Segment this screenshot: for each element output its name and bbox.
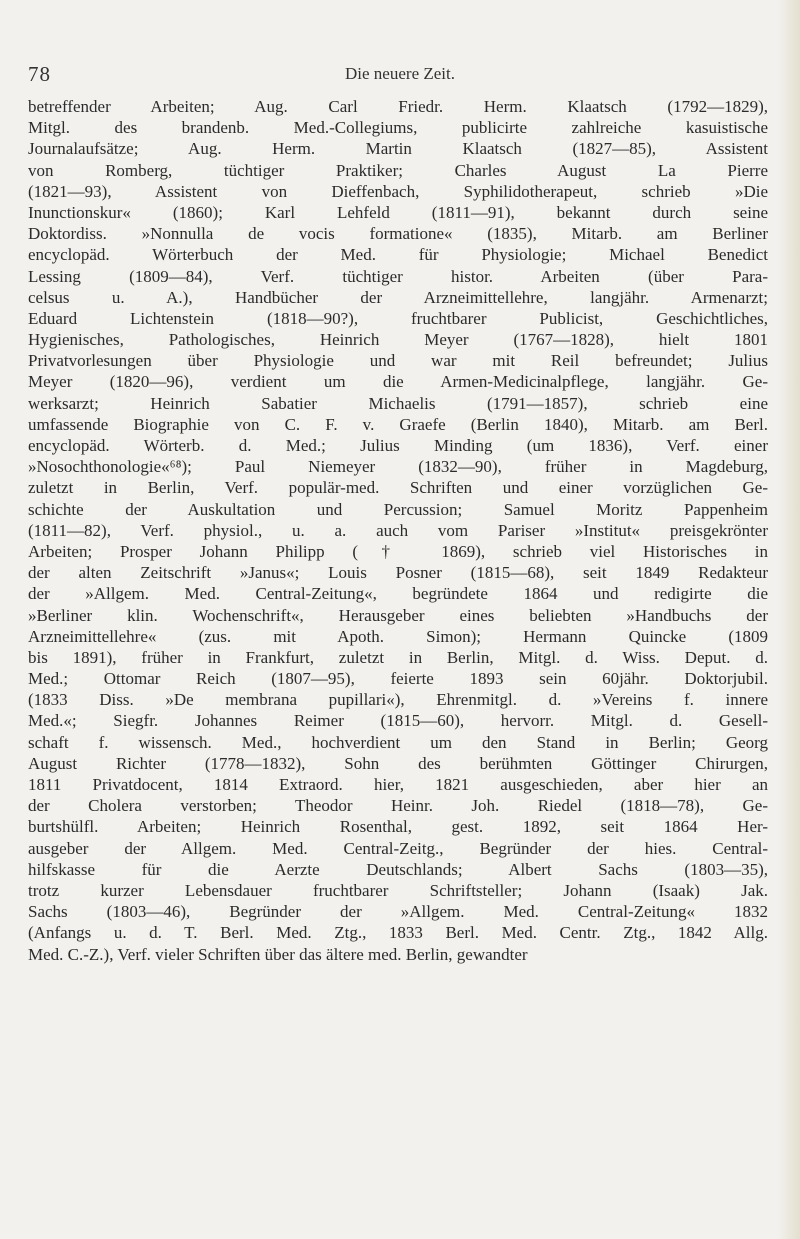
text-line: Privatvorlesungen über Physiologie und war mit Reil befreundet; Julius [28,351,768,371]
text-line: (Anfangs u. d. T. Berl. Med. Ztg., 1833 Berl. Med. Centr. Ztg., 1842 Allg. [28,923,768,943]
text-line: werksarzt; Heinrich Sabatier Michaelis (1791—1857), schrieb eine [28,393,768,413]
text-line: hilfskasse für die Aerzte Deutschlands; Albert Sachs (1803—35), [28,859,768,879]
text-line: Meyer (1820—96), verdient um die Armen-Medicinalpflege, langjähr. Ge- [28,372,768,392]
text-line: encyclopäd. Wörterb. d. Med.; Julius Minding (um 1836), Verf. einer [28,436,768,455]
text-line: Med.«; Siegfr. Johannes Reimer (1815—60), hervorr. Mitgl. d. Gesell- [28,711,768,731]
text-line: »Berliner klin. Wochenschrift«, Herausgeber eines beliebten »Handbuchs der [28,605,768,625]
text-line: Med.; Ottomar Reich (1807—95), feierte 1893 sein 60jähr. Doktorjubil. [28,669,768,689]
text-line: Arzneimittellehre« (zus. mit Apoth. Simon); Hermann Quincke (1809 [28,626,768,646]
text-line: Journalaufsätze; Aug. Herm. Martin Klaatsch (1827—85), Assistent [28,139,768,159]
text-line: 1811 Privatdocent, 1814 Extraord. hier, 1821 ausgeschieden, aber hier an [28,775,768,794]
text-line: August Richter (1778—1832), Sohn des berühmten Göttinger Chirurgen, [28,753,768,773]
text-line: ausgeber der Allgem. Med. Central-Zeitg., Begründer der hies. Central- [28,838,768,858]
text-line: der »Allgem. Med. Central-Zeitung«, begründete 1864 und redigirte die [28,584,768,604]
text-line: bis 1891), früher in Frankfurt, zuletzt in Berlin, Mitgl. d. Wiss. Deput. d. [28,647,768,667]
text-line: zuletzt in Berlin, Verf. populär-med. Schriften und einer vorzüglichen Ge- [28,478,768,498]
text-line: Mitgl. des brandenb. Med.-Collegiums, publicirte zahlreiche kasuistische [28,118,768,138]
text-line: Sachs (1803—46), Begründer der »Allgem. Med. Central-Zeitung« 1832 [28,902,768,922]
running-head: Die neuere Zeit. [345,64,455,83]
text-line: Arbeiten; Prosper Johann Philipp († 1869), schrieb viel Historisches in [28,541,768,561]
text-line: Inunctionskur« (1860); Karl Lehfeld (1811—91), bekannt durch seine [28,202,768,222]
text-line: Lessing (1809—84), Verf. tüchtiger histor. Arbeiten (über Para- [28,266,768,286]
text-line: trotz kurzer Lebensdauer fruchtbarer Schriftsteller; Johann (Isaak) Jak. [28,880,768,900]
text-line: (1833 Diss. »De membrana pupillari«), Ehrenmitgl. d. »Vereins f. innere [28,690,768,710]
text-line: burtshülfl. Arbeiten; Heinrich Rosenthal, gest. 1892, seit 1864 Her- [28,817,768,837]
page-number: 78 [28,62,51,86]
text-line: celsus u. A.), Handbücher der Arzneimittellehre, langjähr. Armenarzt; [28,287,768,307]
text-line: (1811—82), Verf. physiol., u. a. auch vom Pariser »Institut« preisgekrönter [28,520,768,540]
text-line: schichte der Auskultation und Percussion; Samuel Moritz Pappenheim [28,499,768,519]
text-line: betreffender Arbeiten; Aug. Carl Friedr. Herm. Klaatsch (1792—1829), [28,97,768,116]
text-line: schaft f. wissensch. Med., hochverdient um den Stand in Berlin; Georg [28,732,768,752]
text-line: Doktordiss. »Nonnulla de vocis formatione« (1835), Mitarb. am Berliner [28,224,768,244]
text-line: »Nosochthonologie«⁶⁸); Paul Niemeyer (1832—90), früher in Magdeburg, [28,457,768,477]
page-header [0,62,800,88]
text-line: Eduard Lichtenstein (1818—90?), fruchtbarer Publicist, Geschichtliches, [28,308,768,328]
text-line: umfassende Biographie von C. F. v. Graefe (Berlin 1840), Mitarb. am Berl. [28,414,768,434]
body-text [28,96,768,965]
text-line: Hygienisches, Pathologisches, Heinrich Meyer (1767—1828), hielt 1801 [28,330,768,350]
text-line: (1821—93), Assistent von Dieffenbach, Syphilidotherapeut, schrieb »Die [28,181,768,201]
page-edge-shadow [778,0,800,1239]
text-line: encyclopäd. Wörterbuch der Med. für Physiologie; Michael Benedict [28,245,768,265]
text-line: Med. C.-Z.), Verf. vieler Schriften über das ältere med. Berlin, gewandter [28,944,528,964]
text-line: der alten Zeitschrift »Janus«; Louis Posner (1815—68), seit 1849 Redakteur [28,563,768,583]
text-line: von Romberg, tüchtiger Praktiker; Charles August La Pierre [28,160,768,180]
text-line: der Cholera verstorben; Theodor Heinr. Joh. Riedel (1818—78), Ge- [28,796,768,816]
